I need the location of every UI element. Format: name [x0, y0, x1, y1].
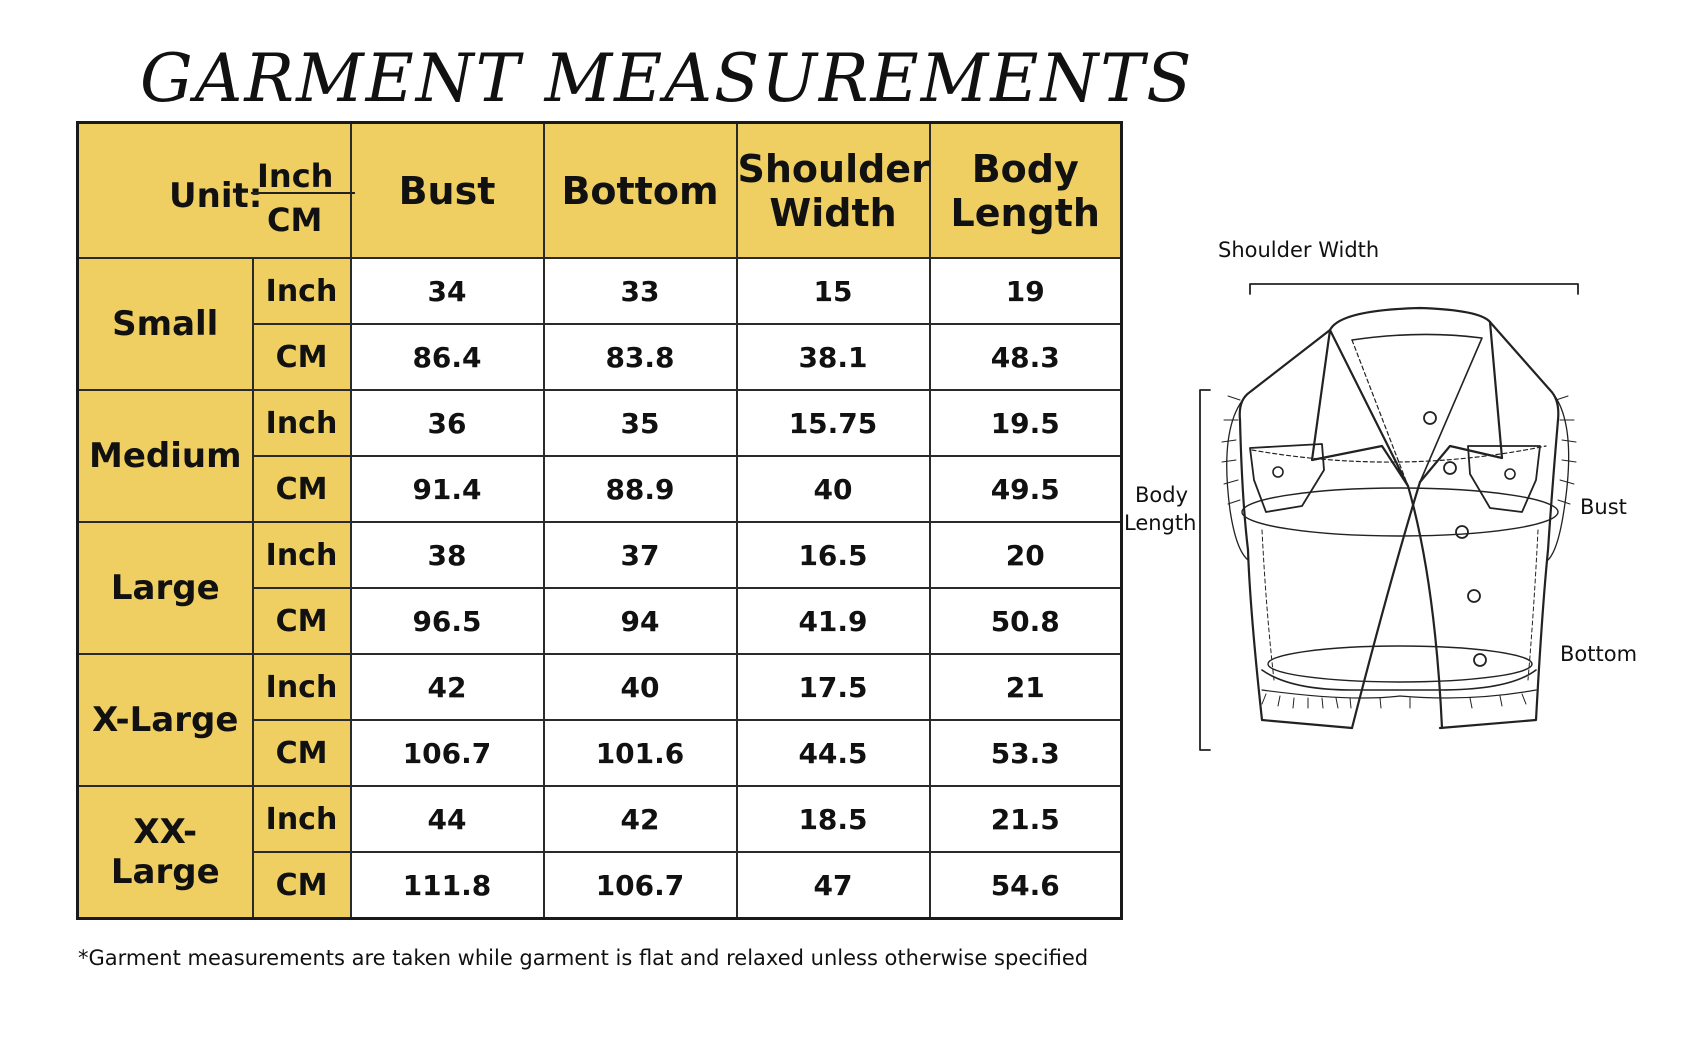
cell-xl-inch-shoulder: 17.5 [737, 654, 930, 720]
vest-diagram [1090, 238, 1670, 770]
cell-large-inch-length: 20 [930, 522, 1122, 588]
cell-small-cm-length: 48.3 [930, 324, 1122, 390]
cell-medium-inch-bottom: 35 [544, 390, 737, 456]
table-row [78, 390, 1122, 456]
body-length-label-line1: Body [1135, 483, 1189, 507]
cell-xl-inch-bottom: 40 [544, 654, 737, 720]
row-unit-cm: CM [253, 324, 351, 390]
cell-medium-inch-shoulder: 15.75 [737, 390, 930, 456]
cell-xl-cm-bust: 106.7 [351, 720, 544, 786]
cell-medium-inch-length: 19.5 [930, 390, 1122, 456]
bottom-measure-line [1268, 646, 1532, 682]
table-row [78, 258, 1122, 324]
size-label-small: Small [78, 258, 253, 390]
cell-large-inch-bust: 38 [351, 522, 544, 588]
row-unit-inch: Inch [253, 390, 351, 456]
cell-xxl-cm-bust: 111.8 [351, 852, 544, 919]
row-unit-cm: CM [253, 720, 351, 786]
row-unit-inch: Inch [253, 258, 351, 324]
cell-xxl-cm-shoulder: 47 [737, 852, 930, 919]
body-length-label-line2: Length [1124, 511, 1197, 535]
cell-medium-cm-length: 49.5 [930, 456, 1122, 522]
size-label-large: Large [78, 522, 253, 654]
footnote: *Garment measurements are taken while garment is flat and relaxed unless otherwise specified [78, 946, 1089, 970]
cell-xl-cm-shoulder: 44.5 [737, 720, 930, 786]
row-unit-cm: CM [253, 852, 351, 919]
cell-medium-cm-bust: 91.4 [351, 456, 544, 522]
cell-xl-cm-bottom: 101.6 [544, 720, 737, 786]
column-header-bottom: Bottom [544, 123, 737, 259]
cell-large-inch-shoulder: 16.5 [737, 522, 930, 588]
row-unit-inch: Inch [253, 786, 351, 852]
row-unit-inch: Inch [253, 654, 351, 720]
row-unit-cm: CM [253, 588, 351, 654]
size-label-medium: Medium [78, 390, 253, 522]
column-header-shoulder-width: Shoulder Width [737, 123, 930, 259]
row-unit-cm: CM [253, 456, 351, 522]
body-length-bracket [1200, 390, 1210, 750]
unit-label: Unit: [169, 176, 263, 216]
unit-cm-label: CM [267, 201, 323, 239]
cell-large-inch-bottom: 37 [544, 522, 737, 588]
shoulder-width-label: Shoulder Width [1218, 238, 1380, 262]
cell-xxl-inch-length: 21.5 [930, 786, 1122, 852]
row-unit-inch: Inch [253, 522, 351, 588]
table-row [78, 522, 1122, 588]
bust-measure-line [1242, 488, 1558, 536]
column-header-bust: Bust [351, 123, 544, 259]
size-chart-table [76, 121, 1123, 920]
size-label-x-large: X-Large [78, 654, 253, 786]
cell-large-cm-bust: 96.5 [351, 588, 544, 654]
cell-medium-cm-shoulder: 40 [737, 456, 930, 522]
cell-large-cm-shoulder: 41.9 [737, 588, 930, 654]
cell-small-inch-shoulder: 15 [737, 258, 930, 324]
cell-xl-inch-bust: 42 [351, 654, 544, 720]
unit-header-cell [78, 123, 351, 259]
cell-xxl-inch-bottom: 42 [544, 786, 737, 852]
cell-small-cm-bottom: 83.8 [544, 324, 737, 390]
cell-xl-inch-length: 21 [930, 654, 1122, 720]
size-label-xx-large: XX-Large [78, 786, 253, 919]
table-row [78, 654, 1122, 720]
page-title: GARMENT MEASUREMENTS [140, 40, 1194, 117]
bottom-label: Bottom [1560, 642, 1638, 666]
cell-xxl-cm-length: 54.6 [930, 852, 1122, 919]
unit-inch-label: Inch [257, 157, 334, 195]
shoulder-width-bracket [1250, 284, 1578, 294]
cell-large-cm-length: 50.8 [930, 588, 1122, 654]
unit-divider [251, 192, 355, 194]
bust-label: Bust [1580, 495, 1627, 519]
cell-medium-inch-bust: 36 [351, 390, 544, 456]
cell-xxl-cm-bottom: 106.7 [544, 852, 737, 919]
cell-medium-cm-bottom: 88.9 [544, 456, 737, 522]
cell-xl-cm-length: 53.3 [930, 720, 1122, 786]
cell-small-cm-shoulder: 38.1 [737, 324, 930, 390]
column-header-body-length: Body Length [930, 123, 1122, 259]
table-row [78, 786, 1122, 852]
cell-xxl-inch-shoulder: 18.5 [737, 786, 930, 852]
cell-small-inch-bust: 34 [351, 258, 544, 324]
cell-large-cm-bottom: 94 [544, 588, 737, 654]
cell-xxl-inch-bust: 44 [351, 786, 544, 852]
cell-small-inch-bottom: 33 [544, 258, 737, 324]
cell-small-inch-length: 19 [930, 258, 1122, 324]
cell-small-cm-bust: 86.4 [351, 324, 544, 390]
